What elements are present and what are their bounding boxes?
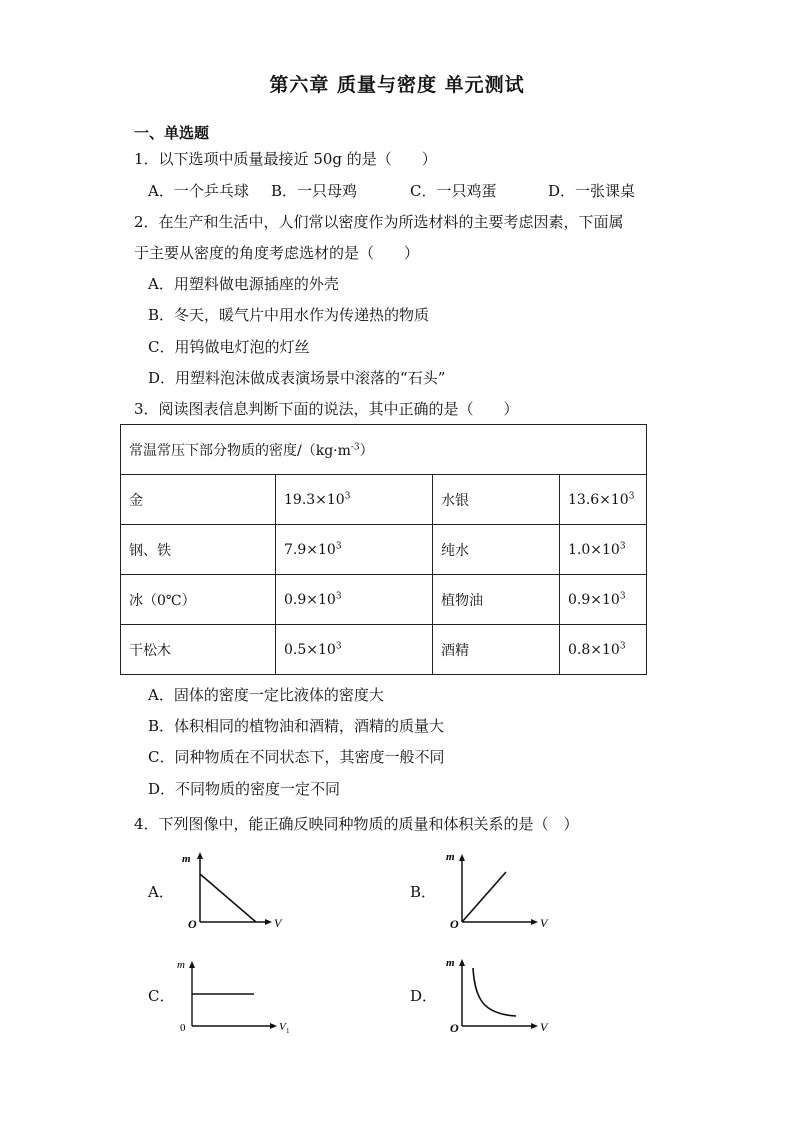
table-row — [121, 575, 647, 625]
x-axis-arrow-icon — [270, 1023, 277, 1029]
x-axis-arrow-icon — [531, 919, 538, 925]
q2-option-d: D．用塑料泡沫做成表演场景中滚落的“石头” — [148, 369, 446, 387]
section-heading: 一、单选题 — [134, 124, 210, 142]
table-cell: $0.5\times 10^3$ — [276, 625, 433, 675]
x-axis-label: V — [540, 916, 548, 930]
table-cell: 干松木 — [121, 625, 276, 675]
table-cell: 酒精 — [433, 625, 560, 675]
q1-option-d: D．一张课桌 — [548, 182, 636, 200]
origin-label: O — [450, 917, 459, 930]
table-row — [121, 625, 647, 675]
graph-curve — [473, 968, 516, 1016]
y-axis-label: m — [446, 957, 455, 969]
table-caption: 常温常压下部分物质的密度$/(kg\cdot m^{-3})$ — [121, 425, 647, 475]
q1-option-b: B．一只母鸡 — [271, 182, 358, 200]
x-axis-label: V — [279, 1021, 286, 1033]
q4-option-a-label: A． — [148, 883, 174, 901]
origin-label: O — [450, 1021, 459, 1034]
table-cell: $1.0\times 10^3$ — [560, 525, 647, 575]
table-cell: $19.3\times 10^3$ — [276, 475, 433, 525]
q1-stem: 1．以下选项中质量最接近 50g 的是（ ） — [134, 150, 437, 168]
density-table — [120, 424, 647, 675]
q2-option-b: B．冬天，暖气片中用水作为传递热的物质 — [148, 306, 430, 324]
q3-stem: 3．阅读图表信息判断下面的说法，其中正确的是（ ） — [134, 400, 519, 418]
q2-option-c: C．用钨做电灯泡的灯丝 — [148, 338, 310, 356]
graph-b — [442, 848, 552, 930]
x-axis-label: V — [274, 916, 282, 930]
q3-option-d: D．不同物质的密度一定不同 — [148, 780, 341, 798]
graph-line — [200, 874, 256, 922]
table-cell: 植物油 — [433, 575, 560, 625]
y-axis-label: m — [446, 851, 455, 863]
table-cell: $0.9\times 10^3$ — [560, 575, 647, 625]
table-cell: $0.9\times 10^3$ — [276, 575, 433, 625]
graph-a — [176, 848, 286, 930]
y-axis-arrow-icon — [459, 854, 465, 861]
table-row — [121, 525, 647, 575]
y-axis-label: m — [177, 959, 185, 971]
table-caption-row — [121, 425, 647, 475]
q4-option-c-label: C． — [148, 987, 175, 1005]
q1-option-c: C．一只鸡蛋 — [410, 182, 497, 200]
q1-option-a: A．一个乒乓球 — [148, 182, 249, 200]
table-cell: 水银 — [433, 475, 560, 525]
table-cell: 钢、铁 — [121, 525, 276, 575]
graph-line — [462, 872, 506, 922]
q4-option-d-label: D． — [410, 987, 438, 1005]
q3-option-a: A．固体的密度一定比液体的密度大 — [148, 686, 384, 704]
table-row — [121, 475, 647, 525]
table-cell: 冰（0℃） — [121, 575, 276, 625]
q3-option-c: C．同种物质在不同状态下，其密度一般不同 — [148, 748, 445, 766]
origin-label: O — [188, 917, 197, 930]
table-cell: $7.9\times 10^3$ — [276, 525, 433, 575]
y-axis-label: m — [182, 853, 191, 865]
origin-label: 0 — [180, 1022, 186, 1034]
q2-stem-line1: 2．在生产和生活中，人们常以密度作为所选材料的主要考虑因素，下面属 — [134, 213, 624, 231]
q3-option-b: B．体积相同的植物油和酒精，酒精的质量大 — [148, 717, 445, 735]
y-axis-arrow-icon — [197, 852, 203, 859]
y-axis-arrow-icon — [459, 959, 465, 966]
table-cell: 金 — [121, 475, 276, 525]
x-axis-subscript: 1 — [286, 1027, 290, 1035]
x-axis-arrow-icon — [265, 919, 272, 925]
table-cell: 纯水 — [433, 525, 560, 575]
q2-stem-line2: 于主要从密度的角度考虑选材的是（ ） — [134, 244, 420, 262]
page-title: 第六章 质量与密度 单元测试 — [269, 74, 525, 96]
table-cell: $0.8\times 10^3$ — [560, 625, 647, 675]
graph-d — [440, 952, 552, 1034]
graph-c — [172, 954, 292, 1036]
q4-stem: 4．下列图像中，能正确反映同种物质的质量和体积关系的是（ ） — [134, 815, 579, 833]
q4-option-b-label: B． — [410, 883, 437, 901]
table-cell: $13.6\times 10^3$ — [560, 475, 647, 525]
x-axis-label: V — [540, 1020, 548, 1034]
y-axis-arrow-icon — [189, 961, 195, 968]
q2-option-a: A．用塑料做电源插座的外壳 — [148, 275, 339, 293]
x-axis-arrow-icon — [531, 1023, 538, 1029]
